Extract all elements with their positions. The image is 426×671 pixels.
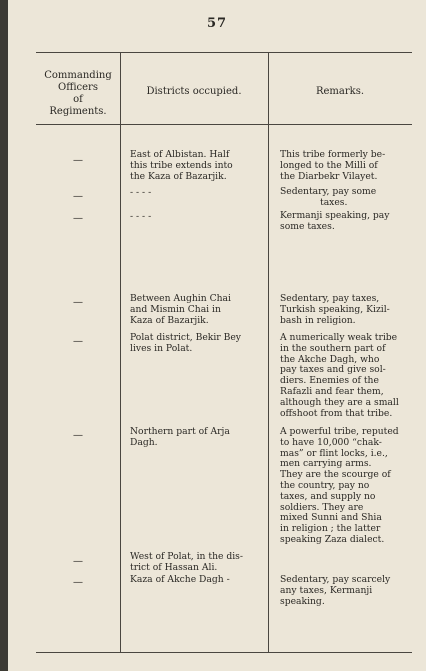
remarks-cell: This tribe formerly be- longed to the Milli of the Diarbekr Vilayet. bbox=[280, 149, 386, 182]
officer-cell: — bbox=[73, 191, 83, 202]
officer-cell: — bbox=[73, 336, 83, 347]
column-divider-2 bbox=[268, 52, 269, 652]
remarks-cell: Sedentary, pay some taxes. bbox=[280, 186, 377, 208]
table-bottom-rule bbox=[36, 652, 412, 653]
remarks-cell: Sedentary, pay taxes, Turkish speaking, Kizil- bash in religion. bbox=[280, 293, 390, 326]
remarks-cell: Kermanji speaking, pay some taxes. bbox=[280, 210, 390, 232]
header-remarks: Remarks. bbox=[315, 86, 365, 97]
column-divider-1 bbox=[120, 52, 121, 652]
table-top-rule bbox=[36, 52, 412, 53]
header-commanding-officers: Commanding Officers of Regiments. bbox=[44, 70, 112, 117]
officer-cell: — bbox=[73, 213, 83, 224]
book-page bbox=[8, 0, 426, 671]
officer-cell: — bbox=[73, 577, 83, 588]
district-cell: West of Polat, in the dis- trict of Hassan Ali. bbox=[130, 551, 243, 573]
table-header-rule bbox=[36, 124, 412, 125]
officer-cell: — bbox=[73, 430, 83, 441]
district-cell: - - - - bbox=[130, 187, 152, 198]
remarks-cell: Sedentary, pay scarcely any taxes, Kermanji speaking. bbox=[280, 574, 391, 607]
page-number: 57 bbox=[206, 16, 228, 31]
district-cell: East of Albistan. Half this tribe extends into the Kaza of Bazarjik. bbox=[130, 149, 233, 182]
district-cell: - - - - bbox=[130, 211, 152, 222]
district-cell: Between Aughin Chai and Mismin Chai in Kaza of Bazarjik. bbox=[130, 293, 231, 326]
district-cell: Kaza of Akche Dagh - bbox=[130, 574, 230, 585]
officer-cell: — bbox=[73, 556, 83, 567]
officer-cell: — bbox=[73, 297, 83, 308]
district-cell: Polat district, Bekir Bey lives in Polat. bbox=[130, 332, 241, 354]
remarks-cell: A powerful tribe, reputed to have 10,000 “chak- mas” or flint locks, i.e., men carrying arms. They are the scourge of the country, pay no taxes, and supply no soldiers. They are mixed Sunni and Shia in religion ; the latter speaking Zaza dialect. bbox=[280, 426, 399, 545]
header-districts-occupied: Districts occupied. bbox=[146, 86, 242, 97]
district-cell: Northern part of Arja Dagh. bbox=[130, 426, 230, 448]
remarks-cell: A numerically weak tribe in the southern part of the Akche Dagh, who pay taxes and give sol- diers. Enemies of the Rafazli and fear them, although they are a small offshoot from that tribe. bbox=[280, 332, 399, 419]
officer-cell: — bbox=[73, 155, 83, 166]
